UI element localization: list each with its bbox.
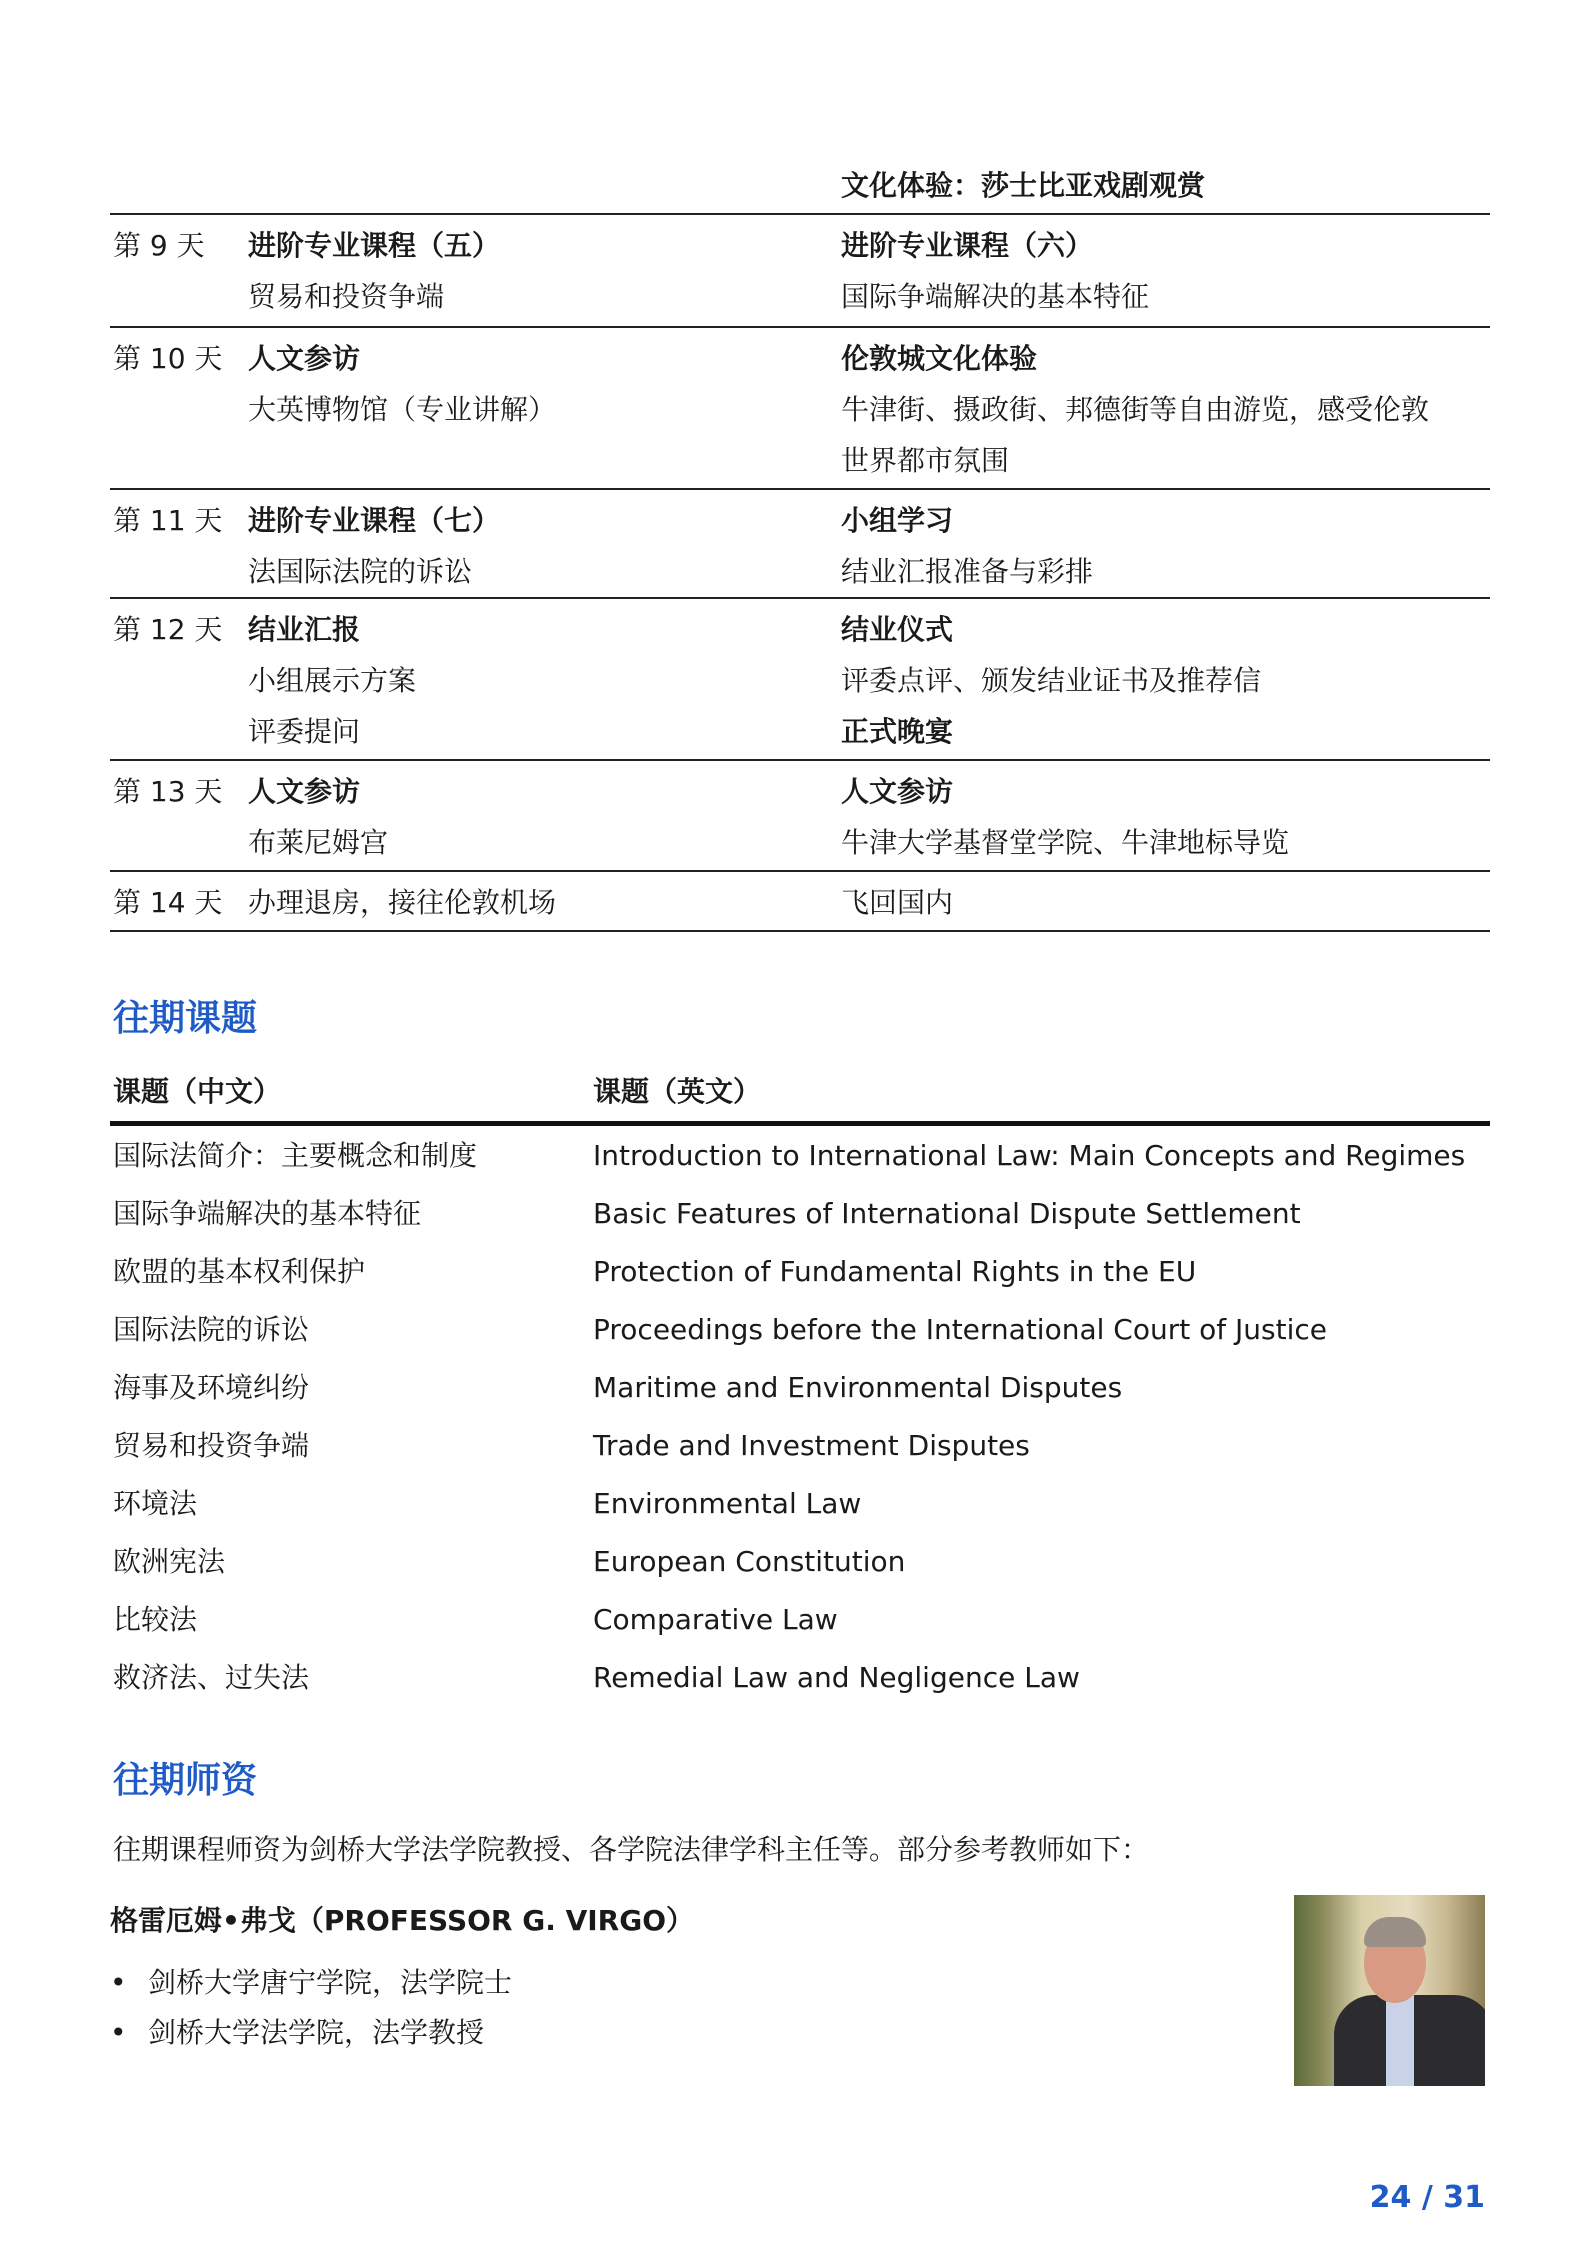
topic-en: Maritime and Environmental Disputes xyxy=(593,1371,1123,1404)
right-activity-detail: 牛津街、摄政街、邦德街等自由游览，感受伦敦 xyxy=(841,393,1430,426)
col-header-en: 课题（英文） xyxy=(593,1075,762,1108)
right-activity-title: 伦敦城文化体验 xyxy=(841,342,1038,375)
topic-zh: 国际争端解决的基本特征 xyxy=(113,1197,422,1230)
topic-row xyxy=(113,1417,1493,1475)
faculty-heading: 往期师资 xyxy=(113,1760,258,1801)
left-activity-title: 进阶专业课程（五） xyxy=(248,229,501,262)
day-label: 第 9 天 xyxy=(113,229,205,262)
day-label: 第 14 天 xyxy=(113,886,223,919)
day-label: 第 11 天 xyxy=(113,504,223,537)
topic-zh: 海事及环境纠纷 xyxy=(113,1371,310,1404)
left-activity-detail: 评委提问 xyxy=(248,715,361,748)
right-activity-detail: 飞回国内 xyxy=(841,886,954,919)
bullet-item: • 剑桥大学唐宁学院，法学院士 xyxy=(110,1966,513,1999)
topic-en: European Constitution xyxy=(593,1545,906,1578)
row-divider xyxy=(110,488,1490,490)
right-activity-title: 结业仪式 xyxy=(841,613,954,646)
left-activity: 办理退房，接往伦敦机场 xyxy=(248,886,557,919)
topic-zh: 国际法简介：主要概念和制度 xyxy=(113,1139,478,1172)
topic-row xyxy=(113,1533,1493,1591)
right-activity-detail: 牛津大学基督堂学院、牛津地标导览 xyxy=(841,826,1290,859)
topic-row xyxy=(113,1475,1493,1533)
topic-en: Proceedings before the International Court of Justice xyxy=(593,1313,1327,1346)
row-divider xyxy=(110,597,1490,599)
left-activity-title: 人文参访 xyxy=(248,342,361,375)
row-divider xyxy=(110,870,1490,872)
topic-row xyxy=(113,1649,1493,1707)
topic-en: Comparative Law xyxy=(593,1603,838,1636)
topic-zh: 救济法、过失法 xyxy=(113,1661,310,1694)
professor-name: 格雷厄姆•弗戈（PROFESSOR G. VIRGO） xyxy=(110,1904,695,1937)
professor-photo xyxy=(1294,1895,1485,2086)
topic-zh: 国际法院的诉讼 xyxy=(113,1313,310,1346)
topic-row xyxy=(113,1359,1493,1417)
row-divider xyxy=(110,930,1490,932)
topic-zh: 环境法 xyxy=(113,1487,198,1520)
left-activity-title: 人文参访 xyxy=(248,775,361,808)
day-label: 第 13 天 xyxy=(113,775,223,808)
topics-header-row xyxy=(113,1063,1493,1121)
professor-bullets xyxy=(110,1958,512,2058)
right-activity-detail: 评委点评、颁发结业证书及推荐信 xyxy=(841,664,1262,697)
bullet-item: • 剑桥大学法学院，法学教授 xyxy=(110,2016,485,2049)
topic-zh: 欧洲宪法 xyxy=(113,1545,226,1578)
topic-row xyxy=(113,1243,1493,1301)
right-activity-title: 进阶专业课程（六） xyxy=(841,229,1094,262)
topic-zh: 欧盟的基本权利保护 xyxy=(113,1255,366,1288)
topic-en: Protection of Fundamental Rights in the EU xyxy=(593,1255,1197,1288)
topic-en: Trade and Investment Disputes xyxy=(593,1429,1030,1462)
topic-row xyxy=(113,1127,1493,1185)
page-number: 24 / 31 xyxy=(1369,2180,1485,2215)
faculty-intro: 往期课程师资为剑桥大学法学院教授、各学院法律学科主任等。部分参考教师如下： xyxy=(113,1833,1150,1866)
right-activity-title: 人文参访 xyxy=(841,775,954,808)
left-activity-detail: 布莱尼姆宫 xyxy=(248,826,389,859)
left-activity-detail: 大英博物馆（专业讲解） xyxy=(248,393,557,426)
right-activity-title: 小组学习 xyxy=(841,504,954,537)
left-activity-detail: 贸易和投资争端 xyxy=(248,280,445,313)
topic-en: Basic Features of International Dispute Settlement xyxy=(593,1197,1301,1230)
left-activity-title: 结业汇报 xyxy=(248,613,361,646)
topic-en: Introduction to International Law: Main Concepts and Regimes xyxy=(593,1139,1466,1172)
topic-zh: 比较法 xyxy=(113,1603,198,1636)
topics-heading: 往期课题 xyxy=(113,998,258,1039)
row-divider xyxy=(110,326,1490,328)
row-divider xyxy=(110,759,1490,761)
topic-row xyxy=(113,1301,1493,1359)
topics-header-divider xyxy=(110,1121,1490,1126)
topic-row xyxy=(113,1185,1493,1243)
row-divider xyxy=(110,213,1490,215)
right-activity-detail: 世界都市氛围 xyxy=(841,444,1010,477)
topic-en: Environmental Law xyxy=(593,1487,862,1520)
right-activity-title: 正式晚宴 xyxy=(841,715,954,748)
topic-zh: 贸易和投资争端 xyxy=(113,1429,310,1462)
topic-row xyxy=(113,1591,1493,1649)
left-activity-title: 进阶专业课程（七） xyxy=(248,504,501,537)
left-activity-detail: 小组展示方案 xyxy=(248,664,417,697)
day-label: 第 10 天 xyxy=(113,342,223,375)
topic-en: Remedial Law and Negligence Law xyxy=(593,1661,1080,1694)
right-activity-detail: 结业汇报准备与彩排 xyxy=(841,555,1094,588)
left-activity-detail: 法国际法院的诉讼 xyxy=(248,555,473,588)
schedule-top-right: 文化体验：莎士比亚戏剧观赏 xyxy=(841,169,1206,202)
right-activity-detail: 国际争端解决的基本特征 xyxy=(841,280,1150,313)
col-header-zh: 课题（中文） xyxy=(113,1075,282,1108)
day-label: 第 12 天 xyxy=(113,613,223,646)
